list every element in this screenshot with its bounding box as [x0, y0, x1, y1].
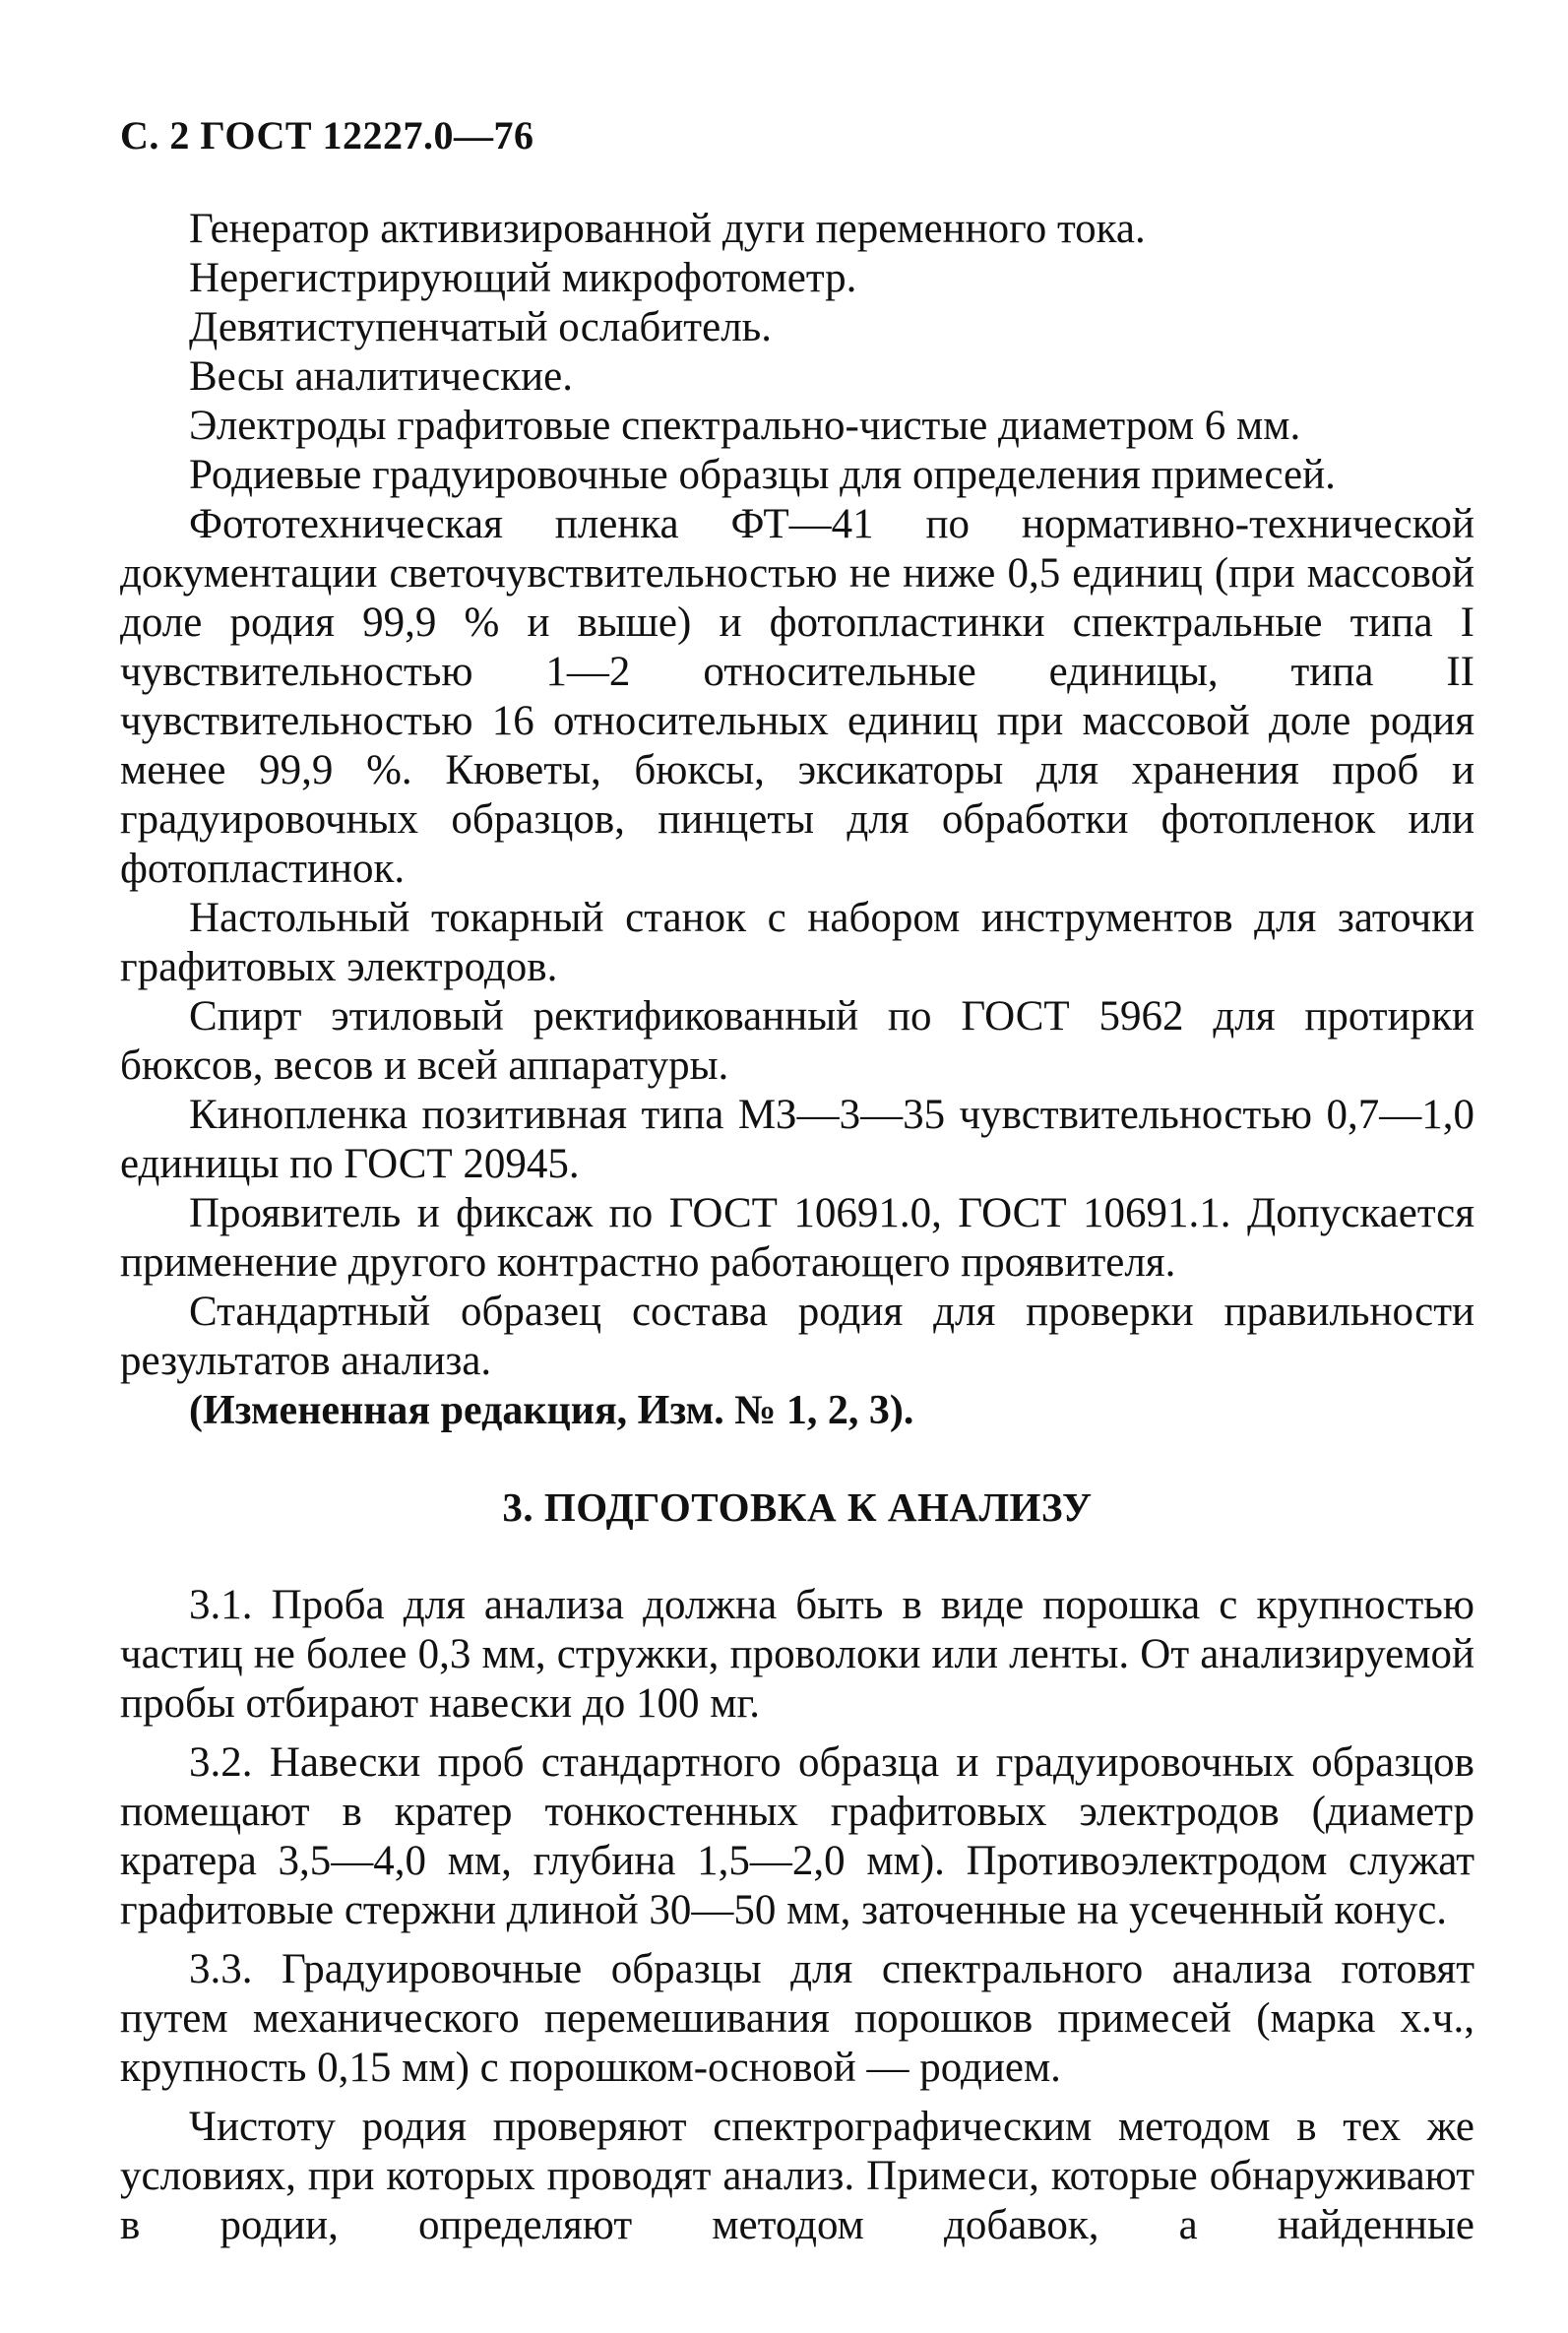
- section-paragraph: 3.1. Проба для анализа должна быть в виде порошка с крупностью частиц не более 0,3 мм, стружки, проволоки или ленты. От анализируемой пробы отбирают навески до 100 мг.: [120, 1582, 1474, 1727]
- equipment-item: Нерегистрирующий микрофотометр.: [189, 255, 857, 301]
- equipment-item: Родиевые градуировочные образцы для определения примесей.: [189, 452, 1336, 498]
- equipment-item: Спирт этиловый ректификованный по ГОСТ 5962 для протирки бюксов, весов и всей аппаратуры.: [120, 993, 1474, 1089]
- amendment-note: (Измененная редакция, Изм. № 1, 2, 3).: [189, 1388, 914, 1433]
- section-paragraph: 3.2. Навески проб стандартного образца и градуировочных образцов помещают в кратер тонкостенных графитовых электродов (диаметр кратера 3,5—4,0 мм, глубина 1,5—2,0 мм). Противоэлектродом служат графитовые стержни длиной 30—50 мм, заточенные на усеченный конус.: [120, 1739, 1474, 1933]
- equipment-item: Фототехническая пленка ФТ—41 по нормативно-технической документации светочувствительностью не ниже 0,5 единиц (при массовой доле родия 99,9 % и выше) и фотопластинки спектральные типа I чувствительностью 1—2 относительные единицы, типа II чувствительностью 16 относительных единиц при массовой доле родия менее 99,9 %. Кюветы, бюксы, эксикаторы для хранения проб и градуировочных образцов, пинцеты для обработки фотопленок или фотопластинок.: [120, 501, 1474, 892]
- equipment-item: Девятиступенчатый ослабитель.: [189, 304, 773, 350]
- document-body: [120, 205, 1474, 2250]
- equipment-item: Весы аналитические.: [189, 353, 574, 400]
- section-paragraph: 3.3. Градуировочные образцы для спектрального анализа готовят путем механического перемешивания порошков примесей (марка х.ч., крупность 0,15 мм) с порошком-основой — родием.: [120, 1946, 1474, 2091]
- page-header: С. 2 ГОСТ 12227.0—76: [120, 113, 534, 158]
- equipment-item: Стандартный образец состава родия для проверки правильности результатов анализа.: [120, 1289, 1474, 1384]
- equipment-item: Кинопленка позитивная типа МЗ—3—35 чувствительностью 0,7—1,0 единицы по ГОСТ 20945.: [120, 1092, 1474, 1187]
- equipment-item: Генератор активизированной дуги переменного тока.: [189, 206, 1146, 252]
- equipment-item: Электроды графитовые спектрально-чистые диаметром 6 мм.: [189, 403, 1301, 449]
- equipment-item: Проявитель и фиксаж по ГОСТ 10691.0, ГОСТ 10691.1. Допускается применение другого контрастно работающего проявителя.: [120, 1190, 1474, 1286]
- equipment-item: Настольный токарный станок с набором инструментов для заточки графитовых электродов.: [120, 895, 1474, 990]
- section-paragraph: Чистоту родия проверяют спектрографическим методом в тех же условиях, при которых проводят анализ. Примеси, которые обнаруживают в родии, определяют методом добавок, а найденные: [120, 2104, 1474, 2248]
- section-title: 3. ПОДГОТОВКА К АНАЛИЗУ: [502, 1484, 1093, 1530]
